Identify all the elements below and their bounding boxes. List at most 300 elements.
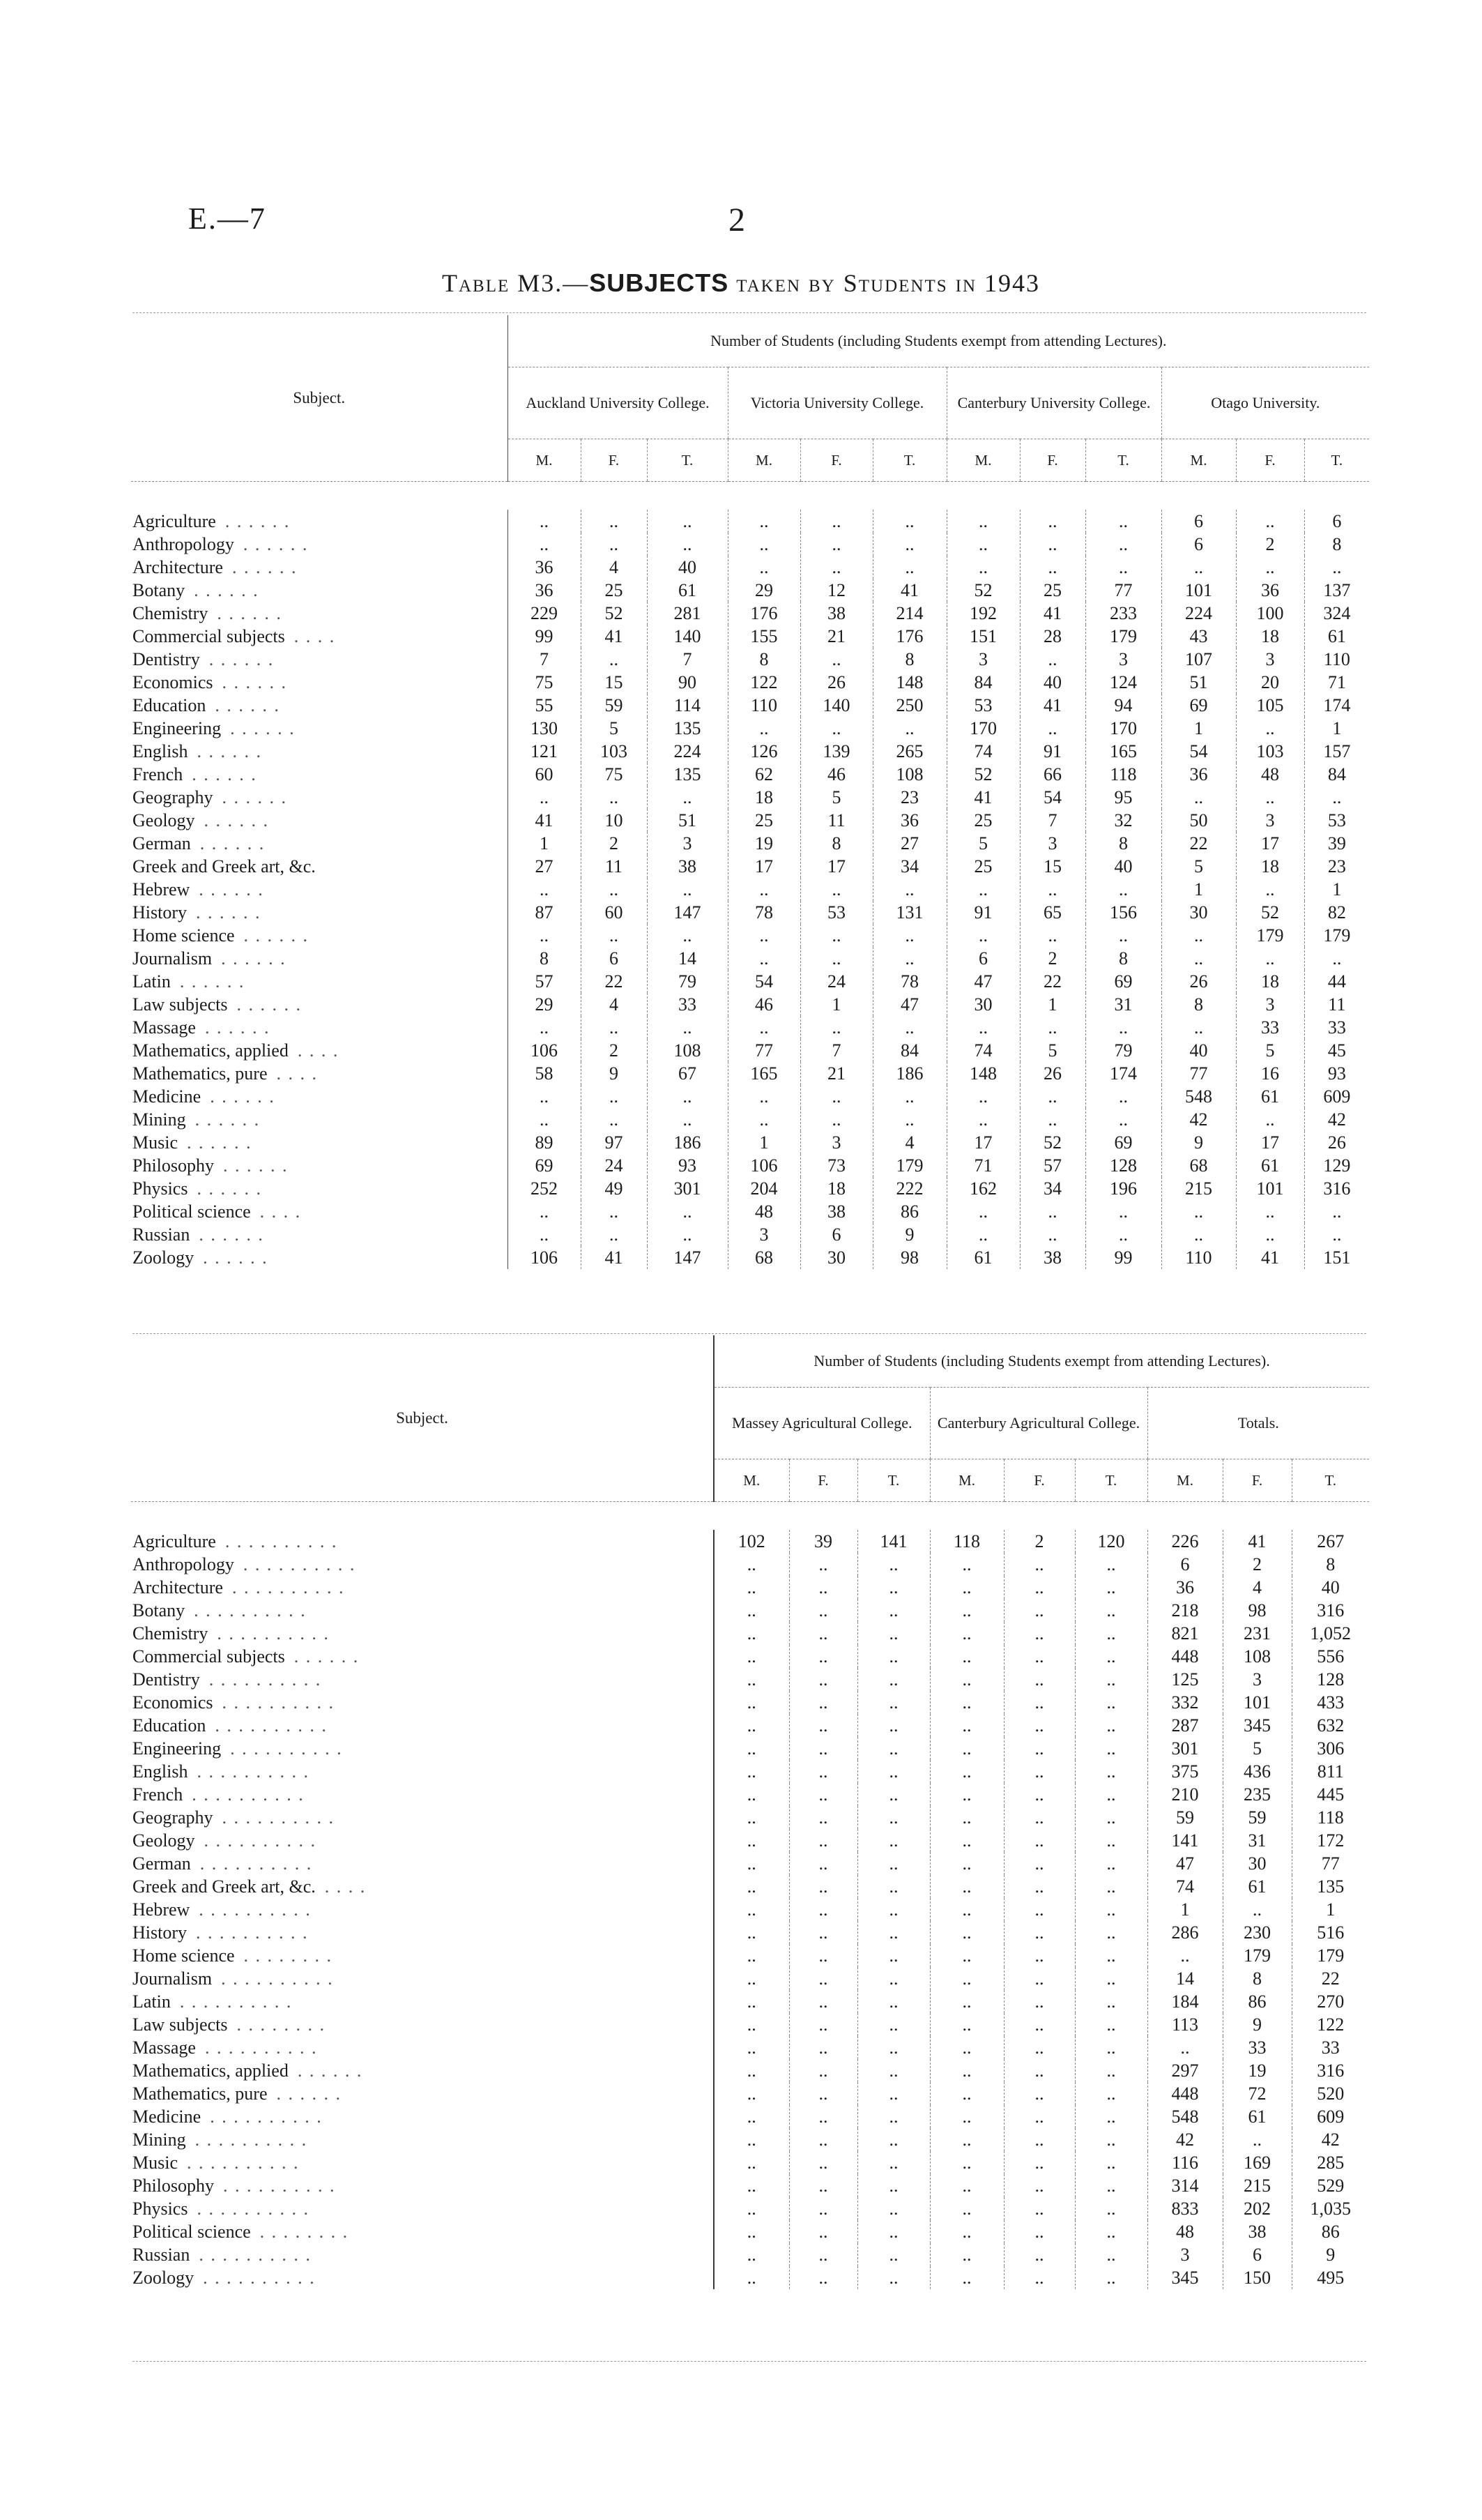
value-cell: 41 bbox=[581, 1246, 647, 1269]
value-cell: .. bbox=[507, 1085, 581, 1108]
value-cell: 40 bbox=[1085, 855, 1161, 878]
value-cell: .. bbox=[1161, 556, 1236, 579]
subject-cell bbox=[131, 832, 507, 855]
table-row bbox=[131, 2036, 1369, 2059]
subject-cell bbox=[131, 1553, 714, 1576]
value-cell: .. bbox=[1004, 1783, 1075, 1806]
value-cell: .. bbox=[1004, 1645, 1075, 1668]
value-cell: .. bbox=[800, 556, 873, 579]
subject-cell bbox=[131, 1852, 714, 1875]
value-cell: .. bbox=[714, 2128, 789, 2151]
value-cell: .. bbox=[930, 1553, 1004, 1576]
value-cell: .. bbox=[930, 2174, 1004, 2197]
value-cell: 4 bbox=[581, 556, 647, 579]
value-cell: .. bbox=[1223, 1898, 1292, 1921]
value-cell: 172 bbox=[1292, 1829, 1369, 1852]
leader-dots: . . . . . . . . . . bbox=[199, 2245, 312, 2265]
value-cell: 811 bbox=[1292, 1760, 1369, 1783]
subject-cell bbox=[131, 1737, 714, 1760]
value-cell: .. bbox=[873, 1016, 947, 1039]
value-cell: .. bbox=[930, 2243, 1004, 2266]
value-cell: 186 bbox=[647, 1131, 728, 1154]
table-row bbox=[131, 2013, 1369, 2036]
leader-dots: . . . . . . bbox=[208, 649, 275, 669]
value-cell: .. bbox=[857, 1990, 930, 2013]
value-cell: .. bbox=[930, 1852, 1004, 1875]
value-cell: 53 bbox=[1304, 809, 1369, 832]
value-cell: .. bbox=[873, 947, 947, 970]
subject-name: Chemistry bbox=[132, 603, 208, 623]
value-cell: .. bbox=[1020, 717, 1085, 740]
value-cell: .. bbox=[1004, 2105, 1075, 2128]
value-cell: .. bbox=[728, 878, 800, 901]
value-cell: .. bbox=[1020, 1016, 1085, 1039]
value-cell: 59 bbox=[1147, 1806, 1223, 1829]
value-cell: .. bbox=[1161, 1223, 1236, 1246]
value-cell: 121 bbox=[507, 740, 581, 763]
value-cell: 235 bbox=[1223, 1783, 1292, 1806]
table-row bbox=[131, 1806, 1369, 1829]
value-cell: 3 bbox=[1147, 2243, 1223, 2266]
value-cell: .. bbox=[1161, 1016, 1236, 1039]
value-cell: 135 bbox=[647, 763, 728, 786]
value-cell: 68 bbox=[728, 1246, 800, 1269]
value-cell: 25 bbox=[947, 809, 1020, 832]
value-cell: 150 bbox=[1223, 2266, 1292, 2289]
value-cell: 548 bbox=[1161, 1085, 1236, 1108]
value-cell: 26 bbox=[800, 671, 873, 694]
value-cell: .. bbox=[947, 924, 1020, 947]
value-cell: 16 bbox=[1236, 1062, 1304, 1085]
value-cell: .. bbox=[857, 1760, 930, 1783]
value-cell: 3 bbox=[947, 648, 1020, 671]
value-cell: .. bbox=[789, 1576, 857, 1599]
value-cell: .. bbox=[930, 1599, 1004, 1622]
value-cell: .. bbox=[507, 786, 581, 809]
value-cell: .. bbox=[1020, 533, 1085, 556]
value-cell: 1 bbox=[1147, 1898, 1223, 1921]
value-cell: 17 bbox=[728, 855, 800, 878]
table-row bbox=[131, 1530, 1369, 1553]
subject-name: Agriculture bbox=[132, 1531, 216, 1551]
value-cell: .. bbox=[1075, 2082, 1147, 2105]
subject-cell bbox=[131, 2013, 714, 2036]
value-cell: .. bbox=[930, 2036, 1004, 2059]
value-cell: 28 bbox=[1020, 625, 1085, 648]
value-cell: .. bbox=[1075, 2105, 1147, 2128]
table-row bbox=[131, 671, 1369, 694]
subject-cell bbox=[131, 878, 507, 901]
value-cell: .. bbox=[947, 533, 1020, 556]
value-cell: .. bbox=[857, 1921, 930, 1944]
value-cell: 38 bbox=[647, 855, 728, 878]
value-cell: .. bbox=[857, 2174, 930, 2197]
value-cell: 38 bbox=[1020, 1246, 1085, 1269]
value-cell: .. bbox=[507, 1108, 581, 1131]
value-cell: 1 bbox=[1020, 993, 1085, 1016]
value-cell: 130 bbox=[507, 717, 581, 740]
value-cell: .. bbox=[714, 1553, 789, 1576]
value-cell: .. bbox=[714, 1760, 789, 1783]
value-cell: .. bbox=[930, 2013, 1004, 2036]
value-cell: 91 bbox=[1020, 740, 1085, 763]
leader-dots: . . . . bbox=[297, 1040, 339, 1061]
value-cell: 108 bbox=[1223, 1645, 1292, 1668]
value-cell: .. bbox=[1004, 1737, 1075, 1760]
value-cell: 91 bbox=[947, 901, 1020, 924]
value-cell: 103 bbox=[1236, 740, 1304, 763]
subject-cell bbox=[131, 901, 507, 924]
table-row bbox=[131, 1039, 1369, 1062]
value-cell: 147 bbox=[647, 1246, 728, 1269]
subject-cell bbox=[131, 993, 507, 1016]
value-cell: .. bbox=[1075, 2128, 1147, 2151]
value-cell: 8 bbox=[1085, 947, 1161, 970]
leader-dots: . . . . . . . . . . bbox=[221, 1968, 334, 1989]
value-cell: 8 bbox=[728, 648, 800, 671]
value-cell: 78 bbox=[873, 970, 947, 993]
value-cell: .. bbox=[1075, 2151, 1147, 2174]
subject-cell bbox=[131, 694, 507, 717]
subject-name: Botany bbox=[132, 1600, 185, 1620]
value-cell: .. bbox=[857, 2082, 930, 2105]
value-cell: .. bbox=[1075, 1967, 1147, 1990]
value-cell: .. bbox=[857, 2013, 930, 2036]
value-cell: 215 bbox=[1161, 1177, 1236, 1200]
value-cell: .. bbox=[1004, 1898, 1075, 1921]
value-cell: .. bbox=[1020, 878, 1085, 901]
subject-name: Massage bbox=[132, 1017, 196, 1038]
leader-dots: . . . . . . . . . . bbox=[194, 2130, 308, 2150]
subject-cell bbox=[131, 1990, 714, 2013]
value-cell: 101 bbox=[1223, 1691, 1292, 1714]
upper-institution-header: Auckland University College. bbox=[507, 367, 728, 439]
subject-name: Physics bbox=[132, 2199, 188, 2219]
value-cell: 18 bbox=[1236, 970, 1304, 993]
table-row bbox=[131, 1085, 1369, 1108]
value-cell: .. bbox=[1236, 556, 1304, 579]
value-cell: .. bbox=[1004, 1714, 1075, 1737]
subject-name: Chemistry bbox=[132, 1623, 208, 1644]
subject-name: Physics bbox=[132, 1178, 188, 1199]
subject-cell bbox=[131, 1576, 714, 1599]
subject-cell bbox=[131, 1944, 714, 1967]
value-cell: 30 bbox=[1223, 1852, 1292, 1875]
leader-dots: . . . . . . bbox=[215, 695, 280, 715]
value-cell: 12 bbox=[800, 579, 873, 602]
subject-name: German bbox=[132, 833, 191, 853]
subject-cell bbox=[131, 1131, 507, 1154]
subject-cell bbox=[131, 579, 507, 602]
value-cell: .. bbox=[930, 1898, 1004, 1921]
table-row bbox=[131, 1967, 1369, 1990]
value-cell: .. bbox=[947, 1223, 1020, 1246]
table-row bbox=[131, 717, 1369, 740]
value-cell: .. bbox=[789, 2036, 857, 2059]
value-cell: .. bbox=[581, 786, 647, 809]
table-row bbox=[131, 1783, 1369, 1806]
value-cell: .. bbox=[1304, 947, 1369, 970]
value-cell: 61 bbox=[1223, 2105, 1292, 2128]
value-cell: 102 bbox=[714, 1530, 789, 1553]
value-cell: .. bbox=[800, 510, 873, 533]
value-cell: .. bbox=[1304, 1200, 1369, 1223]
value-cell: 41 bbox=[873, 579, 947, 602]
value-cell: 86 bbox=[1223, 1990, 1292, 2013]
leader-dots: . . . . . . . . . . bbox=[203, 2268, 316, 2288]
value-cell: .. bbox=[1085, 1108, 1161, 1131]
value-cell: 1,052 bbox=[1292, 1622, 1369, 1645]
leader-dots: . . . . . . . . . . bbox=[217, 1623, 330, 1644]
value-cell: .. bbox=[873, 556, 947, 579]
value-cell: 18 bbox=[800, 1177, 873, 1200]
table-row bbox=[131, 1223, 1369, 1246]
subject-cell bbox=[131, 1645, 714, 1668]
value-cell: 42 bbox=[1304, 1108, 1369, 1131]
value-cell: .. bbox=[507, 533, 581, 556]
value-cell: .. bbox=[647, 1200, 728, 1223]
subject-name: Mathematics, pure bbox=[132, 2083, 268, 2104]
table-row bbox=[131, 1177, 1369, 1200]
value-cell: 38 bbox=[1223, 2220, 1292, 2243]
value-cell: 5 bbox=[1223, 1737, 1292, 1760]
table-row bbox=[131, 556, 1369, 579]
subject-cell bbox=[131, 625, 507, 648]
value-cell: 11 bbox=[1304, 993, 1369, 1016]
value-cell: .. bbox=[789, 1691, 857, 1714]
value-cell: 210 bbox=[1147, 1783, 1223, 1806]
value-cell: 148 bbox=[947, 1062, 1020, 1085]
value-cell: .. bbox=[1075, 1576, 1147, 1599]
value-cell: 224 bbox=[1161, 602, 1236, 625]
value-cell: 36 bbox=[1161, 763, 1236, 786]
subject-name: Commercial subjects bbox=[132, 1646, 285, 1667]
subject-name: French bbox=[132, 1784, 183, 1805]
subject-name: History bbox=[132, 1922, 187, 1943]
value-cell: .. bbox=[789, 1760, 857, 1783]
value-cell: .. bbox=[507, 878, 581, 901]
value-cell: 632 bbox=[1292, 1714, 1369, 1737]
value-cell: .. bbox=[1004, 1829, 1075, 1852]
table-row bbox=[131, 1990, 1369, 2013]
leader-dots: . . . . . . . . bbox=[259, 2222, 349, 2242]
value-cell: 89 bbox=[507, 1131, 581, 1154]
value-cell: .. bbox=[647, 924, 728, 947]
table-row bbox=[131, 1622, 1369, 1645]
value-cell: .. bbox=[1075, 1921, 1147, 1944]
lower-mft-header: T. bbox=[857, 1459, 930, 1502]
table-row bbox=[131, 2220, 1369, 2243]
subject-name: Greek and Greek art, &c. bbox=[132, 1876, 316, 1897]
value-cell: .. bbox=[714, 1783, 789, 1806]
value-cell: .. bbox=[1085, 533, 1161, 556]
value-cell: .. bbox=[800, 947, 873, 970]
value-cell: 22 bbox=[581, 970, 647, 993]
leader-dots: . . . . . . . . . . bbox=[243, 1554, 356, 1574]
value-cell: 9 bbox=[873, 1223, 947, 1246]
subject-cell bbox=[131, 1714, 714, 1737]
value-cell: .. bbox=[857, 1576, 930, 1599]
subject-cell bbox=[131, 1246, 507, 1269]
value-cell: .. bbox=[1004, 1576, 1075, 1599]
value-cell: .. bbox=[1147, 1944, 1223, 1967]
value-cell: .. bbox=[1075, 1553, 1147, 1576]
value-cell: 40 bbox=[1020, 671, 1085, 694]
value-cell: 40 bbox=[1292, 1576, 1369, 1599]
value-cell: .. bbox=[1236, 878, 1304, 901]
value-cell: .. bbox=[1085, 510, 1161, 533]
value-cell: 230 bbox=[1223, 1921, 1292, 1944]
value-cell: 4 bbox=[581, 993, 647, 1016]
value-cell: 74 bbox=[947, 1039, 1020, 1062]
value-cell: .. bbox=[930, 2105, 1004, 2128]
value-cell: 147 bbox=[647, 901, 728, 924]
value-cell: 222 bbox=[873, 1177, 947, 1200]
upper-institution-header: Victoria University College. bbox=[728, 367, 947, 439]
value-cell: 1 bbox=[1292, 1898, 1369, 1921]
table-row bbox=[131, 2197, 1369, 2220]
table-row bbox=[131, 648, 1369, 671]
leader-dots: . . . . . . . . . . bbox=[197, 2199, 310, 2219]
value-cell: .. bbox=[930, 1760, 1004, 1783]
value-cell: .. bbox=[789, 2128, 857, 2151]
value-cell: .. bbox=[714, 2220, 789, 2243]
value-cell: 51 bbox=[1161, 671, 1236, 694]
table-row bbox=[131, 1016, 1369, 1039]
value-cell: 57 bbox=[1020, 1154, 1085, 1177]
value-cell: 93 bbox=[1304, 1062, 1369, 1085]
value-cell: .. bbox=[1085, 878, 1161, 901]
table-row bbox=[131, 901, 1369, 924]
table-row bbox=[131, 1200, 1369, 1223]
value-cell: 58 bbox=[507, 1062, 581, 1085]
subject-name: Hebrew bbox=[132, 879, 190, 900]
leader-dots: . . . . . . . . . . bbox=[208, 1669, 322, 1690]
value-cell: 41 bbox=[1223, 1530, 1292, 1553]
value-cell: .. bbox=[947, 510, 1020, 533]
value-cell: 118 bbox=[1292, 1806, 1369, 1829]
value-cell: .. bbox=[789, 1990, 857, 2013]
value-cell: 3 bbox=[1236, 809, 1304, 832]
value-cell: 821 bbox=[1147, 1622, 1223, 1645]
value-cell: 52 bbox=[947, 579, 1020, 602]
value-cell: .. bbox=[581, 510, 647, 533]
table-row bbox=[131, 763, 1369, 786]
table-row bbox=[131, 1875, 1369, 1898]
value-cell: 52 bbox=[947, 763, 1020, 786]
upper-table-body bbox=[131, 510, 1369, 1269]
value-cell: .. bbox=[1075, 1760, 1147, 1783]
value-cell: .. bbox=[857, 1668, 930, 1691]
value-cell: .. bbox=[1075, 1645, 1147, 1668]
leader-dots: . . . . . . bbox=[210, 1086, 275, 1107]
table-row bbox=[131, 2105, 1369, 2128]
value-cell: 31 bbox=[1085, 993, 1161, 1016]
value-cell: .. bbox=[1004, 1944, 1075, 1967]
subject-cell bbox=[131, 855, 507, 878]
value-cell: .. bbox=[857, 1622, 930, 1645]
value-cell: 29 bbox=[507, 993, 581, 1016]
value-cell: .. bbox=[1020, 1200, 1085, 1223]
value-cell: .. bbox=[1075, 2220, 1147, 2243]
subject-cell bbox=[131, 2105, 714, 2128]
subject-name: Journalism bbox=[132, 1968, 213, 1989]
value-cell: 6 bbox=[1161, 510, 1236, 533]
leader-dots: . . . . . . . . . . bbox=[192, 1784, 305, 1805]
value-cell: .. bbox=[789, 1622, 857, 1645]
value-cell: 19 bbox=[1223, 2059, 1292, 2082]
value-cell: 17 bbox=[800, 855, 873, 878]
value-cell: .. bbox=[647, 1223, 728, 1246]
value-cell: 176 bbox=[873, 625, 947, 648]
value-cell: 118 bbox=[1085, 763, 1161, 786]
table-row bbox=[131, 993, 1369, 1016]
leader-dots: . . . . . . . . . . bbox=[224, 1531, 338, 1551]
value-cell: 179 bbox=[1304, 924, 1369, 947]
subject-cell bbox=[131, 2174, 714, 2197]
value-cell: .. bbox=[1004, 2036, 1075, 2059]
value-cell: .. bbox=[714, 2059, 789, 2082]
value-cell: .. bbox=[789, 1714, 857, 1737]
subject-name: Medicine bbox=[132, 1086, 201, 1107]
value-cell: .. bbox=[1236, 947, 1304, 970]
value-cell: 129 bbox=[1304, 1154, 1369, 1177]
value-cell: 7 bbox=[647, 648, 728, 671]
value-cell: 36 bbox=[1147, 1576, 1223, 1599]
value-cell: 82 bbox=[1304, 901, 1369, 924]
value-cell: .. bbox=[1004, 1852, 1075, 1875]
value-cell: 61 bbox=[947, 1246, 1020, 1269]
value-cell: 157 bbox=[1304, 740, 1369, 763]
value-cell: 131 bbox=[873, 901, 947, 924]
subject-name: Dentistry bbox=[132, 1669, 200, 1690]
value-cell: 8 bbox=[507, 947, 581, 970]
value-cell: 69 bbox=[1085, 970, 1161, 993]
value-cell: .. bbox=[1004, 2013, 1075, 2036]
value-cell: 1 bbox=[1304, 717, 1369, 740]
value-cell: 57 bbox=[507, 970, 581, 993]
value-cell: 433 bbox=[1292, 1691, 1369, 1714]
subject-cell bbox=[131, 1599, 714, 1622]
subject-cell bbox=[131, 2197, 714, 2220]
value-cell: .. bbox=[581, 648, 647, 671]
value-cell: 60 bbox=[581, 901, 647, 924]
value-cell: 9 bbox=[581, 1062, 647, 1085]
value-cell: .. bbox=[647, 1016, 728, 1039]
lower-subject-header: Subject. bbox=[131, 1335, 714, 1502]
value-cell: 233 bbox=[1085, 602, 1161, 625]
value-cell: 50 bbox=[1161, 809, 1236, 832]
value-cell: .. bbox=[947, 1085, 1020, 1108]
value-cell: 18 bbox=[728, 786, 800, 809]
upper-table bbox=[131, 315, 1369, 1269]
value-cell: 52 bbox=[1236, 901, 1304, 924]
value-cell: 26 bbox=[1020, 1062, 1085, 1085]
value-cell: 61 bbox=[1304, 625, 1369, 648]
lower-table bbox=[131, 1335, 1369, 2289]
value-cell: 38 bbox=[800, 602, 873, 625]
value-cell: .. bbox=[714, 2082, 789, 2105]
value-cell: .. bbox=[1161, 924, 1236, 947]
subject-cell bbox=[131, 2082, 714, 2105]
value-cell: 106 bbox=[728, 1154, 800, 1177]
value-cell: 116 bbox=[1147, 2151, 1223, 2174]
table-row bbox=[131, 2128, 1369, 2151]
subject-name: Architecture bbox=[132, 1577, 223, 1597]
upper-mft-header: T. bbox=[873, 439, 947, 482]
subject-name: Russian bbox=[132, 1224, 190, 1245]
value-cell: 33 bbox=[1223, 2036, 1292, 2059]
